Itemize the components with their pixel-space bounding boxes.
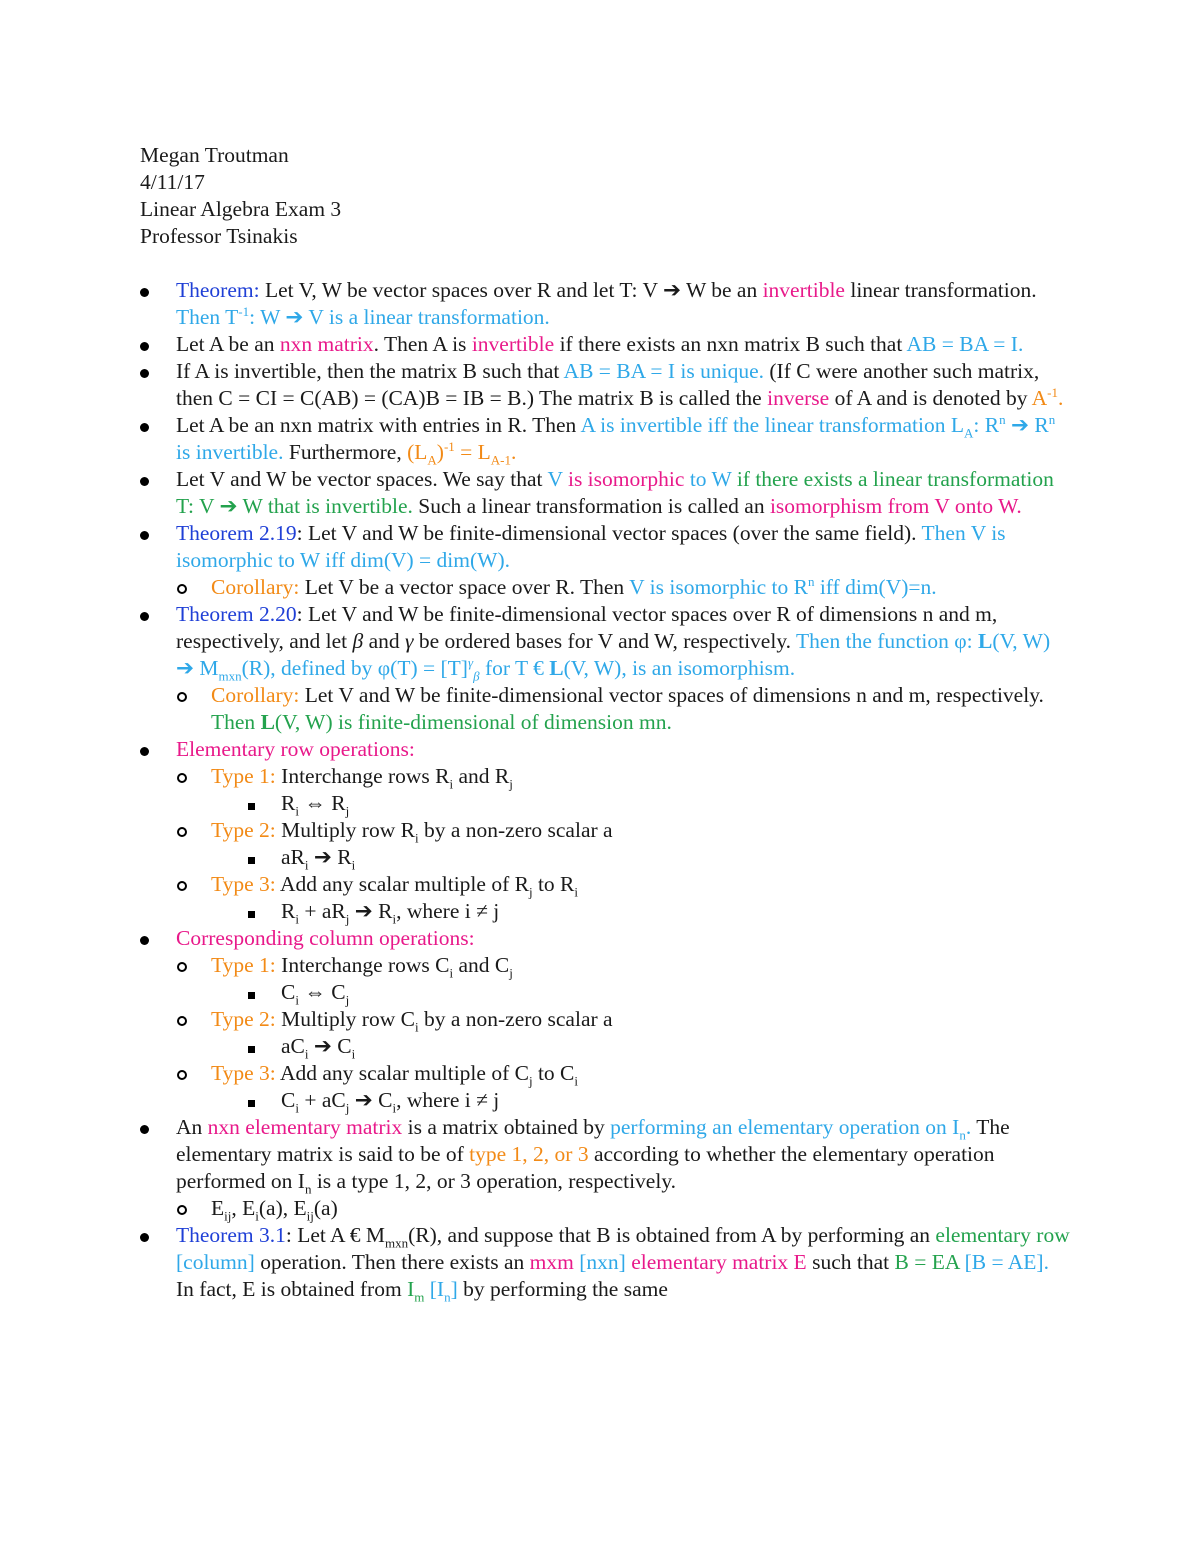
theorem-2-19-label: Theorem 2.19 bbox=[176, 521, 297, 545]
bullet-icon bbox=[140, 736, 149, 763]
circle-bullet-icon bbox=[177, 871, 187, 898]
type-2-label: Type 2: bbox=[211, 818, 276, 842]
document-date: 4/11/17 bbox=[140, 170, 205, 194]
list-item: $aR_i$ ➔ $R_i$ bbox=[104, 844, 1070, 871]
square-bullet-icon bbox=[248, 790, 255, 817]
list-item: Type 2: Multiply row $R_i$ by a non-zero scalar a bbox=[104, 817, 1070, 844]
bullet-icon bbox=[140, 601, 149, 628]
list-item: Theorem 2.20: Let V and W be finite-dimensional vector spaces over R of dimensions n and m, respectively, and let β and γ be ordered bases for V and W, respectively. Then the function φ: L(V, W) ➔ $M_{mxn}(R)$, defined by $\varphi(T) = [T]^\gamma_\beta$ for T € L(V, W), is an isomorphism. bbox=[140, 601, 1070, 682]
square-bullet-icon bbox=[248, 979, 255, 1006]
type-1-label: Type 1: bbox=[211, 764, 276, 788]
theorem-label: Theorem: bbox=[176, 278, 260, 302]
list-item: Theorem 3.1: Let A € $M_{mxn}(R)$, and suppose that B is obtained from A by performing an elementary row [column] operation. Then there exists an mxm [nxn] elementary matrix E such that B = EA [B = AE]. In fact, E is obtained from $I_m$ $[I_n]$ by performing the same bbox=[140, 1222, 1070, 1303]
square-bullet-icon bbox=[248, 844, 255, 871]
author-name: Megan Troutman bbox=[140, 143, 289, 167]
bullet-icon bbox=[140, 1114, 149, 1141]
circle-bullet-icon bbox=[177, 682, 187, 709]
corollary-label: Corollary: bbox=[211, 575, 300, 599]
list-item: Type 3: Add any scalar multiple of $R_j$ to $R_i$ bbox=[104, 871, 1070, 898]
list-item bbox=[140, 736, 1070, 763]
circle-bullet-icon bbox=[177, 763, 187, 790]
list-item: $C_i$ ⇔ $C_j$ bbox=[104, 979, 1070, 1006]
circle-bullet-icon bbox=[177, 1195, 187, 1222]
bullet-icon bbox=[140, 358, 149, 385]
list-item: $E_{ij}$, $E_i(a)$, $E_{ij}(a)$ bbox=[104, 1195, 1070, 1222]
list-item: $aC_i$ ➔ $C_i$ bbox=[104, 1033, 1070, 1060]
professor-name: Professor Tsinakis bbox=[140, 224, 298, 248]
corollary-label: Corollary: bbox=[211, 683, 300, 707]
circle-bullet-icon bbox=[177, 1060, 187, 1087]
type-1-label: Type 1: bbox=[211, 953, 276, 977]
list-item: Theorem 2.19: Let V and W be finite-dimensional vector spaces (over the same field). Then V is isomorphic to W iff dim(V) = dim(W). bbox=[140, 520, 1070, 574]
list-item: Theorem: Let V, W be vector spaces over R and let T: V ➔ W be an invertible linear transformation. Then $T^{-1}$: W ➔ V is a linear transformation. bbox=[140, 277, 1070, 331]
list-item: Type 1: Interchange rows $R_i$ and $R_j$ bbox=[104, 763, 1070, 790]
list-item: An nxn elementary matrix is a matrix obtained by performing an elementary operation on $I_n$. The elementary matrix is said to be of type 1, 2, or 3 according to whether the elementary operation performed on $I_n$ is a type 1, 2, or 3 operation, respectively. bbox=[140, 1114, 1070, 1195]
list-item: Corollary: Let V and W be finite-dimensional vector spaces of dimensions n and m, respectively. Then L(V, W) is finite-dimensional of dimension mn. bbox=[104, 682, 1070, 736]
square-bullet-icon bbox=[248, 898, 255, 925]
document-header bbox=[140, 142, 1070, 250]
notes-list bbox=[140, 277, 1070, 1303]
list-item: Let V and W be vector spaces. We say that V is isomorphic to W if there exists a linear transformation T: V ➔ W that is invertible. Such a linear transformation is called an isomorphism from V onto W. bbox=[140, 466, 1070, 520]
column-ops-heading: Corresponding column operations: bbox=[176, 926, 475, 950]
list-item: Let A be an nxn matrix with entries in R. Then A is invertible iff the linear transformation $L_A$: $R^n$ ➔ $R^n$ is invertible. Furthermore, $(L_A)^{-1} = L_{A-1}$. bbox=[140, 412, 1070, 466]
bullet-icon bbox=[140, 277, 149, 304]
bullet-icon bbox=[140, 1222, 149, 1249]
list-item: $R_i + aR_j$ ➔ $R_i$, where i ≠ j bbox=[104, 898, 1070, 925]
type-2-label: Type 2: bbox=[211, 1007, 276, 1031]
theorem-2-20-label: Theorem 2.20 bbox=[176, 602, 297, 626]
theorem-3-1-label: Theorem 3.1 bbox=[176, 1223, 286, 1247]
list-item: $R_i$ ⇔ $R_j$ bbox=[104, 790, 1070, 817]
document-title: Linear Algebra Exam 3 bbox=[140, 197, 342, 221]
bullet-icon bbox=[140, 412, 149, 439]
bullet-icon bbox=[140, 520, 149, 547]
list-item: If A is invertible, then the matrix B such that AB = BA = I is unique. (If C were another such matrix, then C = CI = C(AB) = (CA)B = IB = B.) The matrix B is called the inverse of A and is denoted by $A^{-1}$. bbox=[140, 358, 1070, 412]
list-item bbox=[140, 925, 1070, 952]
type-3-label: Type 3: bbox=[211, 1061, 276, 1085]
square-bullet-icon bbox=[248, 1087, 255, 1114]
list-item: $C_i + aC_j$ ➔ $C_i$, where i ≠ j bbox=[104, 1087, 1070, 1114]
elementary-row-ops-heading: Elementary row operations: bbox=[176, 737, 415, 761]
type-3-label: Type 3: bbox=[211, 872, 276, 896]
circle-bullet-icon bbox=[177, 1006, 187, 1033]
document-page bbox=[140, 142, 1070, 1303]
circle-bullet-icon bbox=[177, 952, 187, 979]
bullet-icon bbox=[140, 925, 149, 952]
bullet-icon bbox=[140, 331, 149, 358]
circle-bullet-icon bbox=[177, 574, 187, 601]
list-item: Type 3: Add any scalar multiple of $C_j$ to $C_i$ bbox=[104, 1060, 1070, 1087]
list-item: Type 1: Interchange rows $C_i$ and $C_j$ bbox=[104, 952, 1070, 979]
circle-bullet-icon bbox=[177, 817, 187, 844]
list-item: Type 2: Multiply row $C_i$ by a non-zero scalar a bbox=[104, 1006, 1070, 1033]
list-item: Corollary: Let V be a vector space over R. Then V is isomorphic to $R^n$ iff dim(V)=n. bbox=[104, 574, 1070, 601]
bullet-icon bbox=[140, 466, 149, 493]
square-bullet-icon bbox=[248, 1033, 255, 1060]
list-item: Let A be an nxn matrix. Then A is invertible if there exists an nxn matrix B such that AB = BA = I. bbox=[140, 331, 1070, 358]
